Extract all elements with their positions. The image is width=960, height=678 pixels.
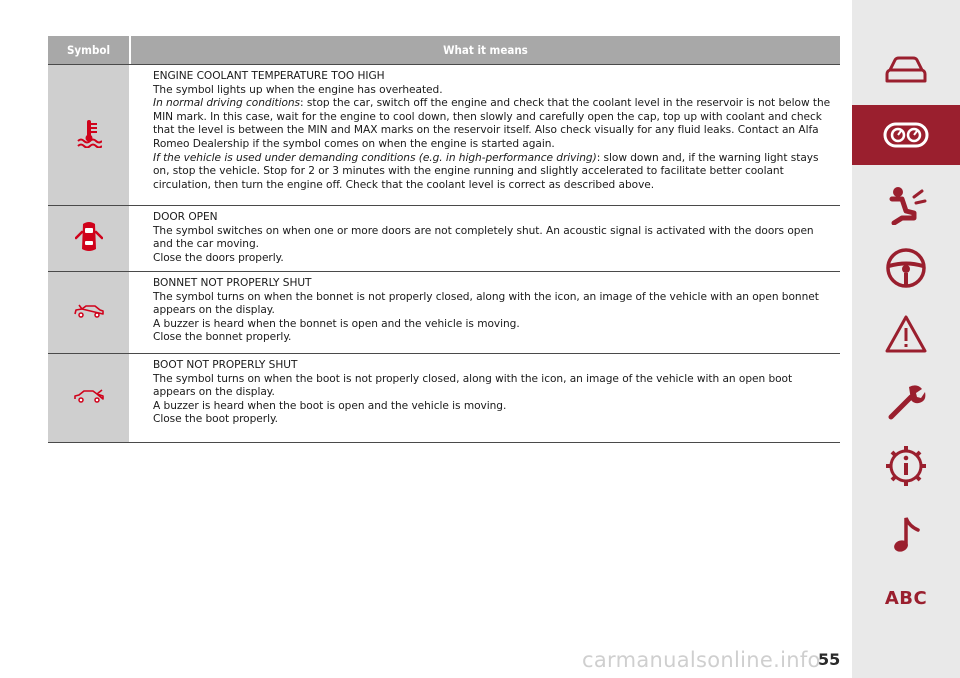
table-row <box>48 64 840 205</box>
row-title: DOOR OPEN <box>153 211 218 223</box>
condition-label: If the vehicle is used under demanding conditions (e.g. in high-performance driving) <box>153 151 597 164</box>
instrument-panel-icon <box>883 122 929 148</box>
sidebar-item-instruments[interactable] <box>852 105 960 165</box>
symbol-cell <box>48 206 129 271</box>
boot-open-icon <box>73 388 105 408</box>
warning-triangle-icon <box>884 314 928 354</box>
header-symbol: Symbol <box>66 43 111 57</box>
seat-airbag-icon <box>884 185 928 225</box>
technical-info-gear-icon <box>884 444 928 488</box>
description-cell <box>129 354 840 442</box>
row-title: ENGINE COOLANT TEMPERATURE TOO HIGH <box>153 70 385 82</box>
row-text: A buzzer is heard when the boot is open and the vehicle is moving. <box>153 399 507 412</box>
sidebar-item-emergency[interactable] <box>852 304 960 364</box>
row-text: A buzzer is heard when the bonnet is open and the vehicle is moving. <box>153 317 520 330</box>
wrench-icon <box>885 381 927 423</box>
car-icon <box>884 55 928 85</box>
symbol-cell <box>48 354 129 442</box>
index-label: ABC <box>884 587 928 609</box>
table-row <box>48 353 840 443</box>
chapter-sidebar <box>852 0 960 678</box>
symbol-cell <box>48 272 129 353</box>
sidebar-item-multimedia[interactable] <box>852 504 960 564</box>
sidebar-item-index[interactable] <box>852 568 960 628</box>
sidebar-item-driving[interactable] <box>852 238 960 298</box>
bonnet-open-icon <box>73 303 105 323</box>
header-meaning: What it means <box>129 36 840 64</box>
row-text: Close the boot properly. <box>153 413 278 426</box>
row-text: Close the doors properly. <box>153 251 284 264</box>
description-cell <box>129 272 840 353</box>
steering-wheel-icon <box>885 247 927 289</box>
row-text: The symbol switches on when one or more doors are not completely shut. An acoustic signal is activated with the doors open and the car moving. <box>153 224 814 251</box>
table-row <box>48 271 840 353</box>
row-text: The symbol turns on when the boot is not properly closed, along with the icon, an image of the vehicle with an open boot appears on the display. <box>153 372 793 399</box>
sidebar-item-maintenance[interactable] <box>852 372 960 432</box>
symbol-cell <box>48 65 129 205</box>
row-text <box>153 97 834 151</box>
row-text: Close the bonnet properly. <box>153 331 292 344</box>
row-text: The symbol lights up when the engine has overheated. <box>153 83 443 96</box>
table-header <box>48 36 840 64</box>
watermark: carmanualsonline.info <box>582 648 821 672</box>
row-title: BONNET NOT PROPERLY SHUT <box>153 277 312 289</box>
door-open-icon <box>75 220 103 258</box>
row-text <box>153 152 834 193</box>
sidebar-item-car[interactable] <box>852 40 960 100</box>
sidebar-item-technical-data[interactable] <box>852 436 960 496</box>
condition-text: : stop the car, switch off the engine and check that the coolant level in the reservoir is not below the MIN mark. In this case, wait for the engine to cool down, then slowly and carefully open the cap, top up with coolant and check that the level is between the MIN and MAX marks on the reservoir itself. Also check visually for any fluid leaks. Contact an Alfa Romeo Dealership if the symbol comes on when the engine is started again. <box>153 97 831 150</box>
table-row <box>48 205 840 271</box>
description-cell <box>129 206 840 271</box>
page-number: 55 <box>818 650 841 669</box>
condition-text: : slow down and, if the warning light stays on, stop the vehicle. Stop for 2 or 3 minutes with the engine running and slightly accelerated to facilitate better coolant circulation, then turn the engine off. Check that the coolant level is correct as described above. <box>153 151 819 191</box>
engine-coolant-temperature-icon <box>76 118 102 152</box>
row-text: The symbol turns on when the bonnet is not properly closed, along with the icon, an image of the vehicle with an open bonnet appears on the display. <box>153 290 819 317</box>
warning-lights-table <box>48 36 840 443</box>
sidebar-item-safety[interactable] <box>852 175 960 235</box>
music-note-icon <box>889 514 923 554</box>
condition-label: In normal driving conditions <box>153 97 301 110</box>
description-cell <box>129 65 840 205</box>
row-title: BOOT NOT PROPERLY SHUT <box>153 359 298 371</box>
